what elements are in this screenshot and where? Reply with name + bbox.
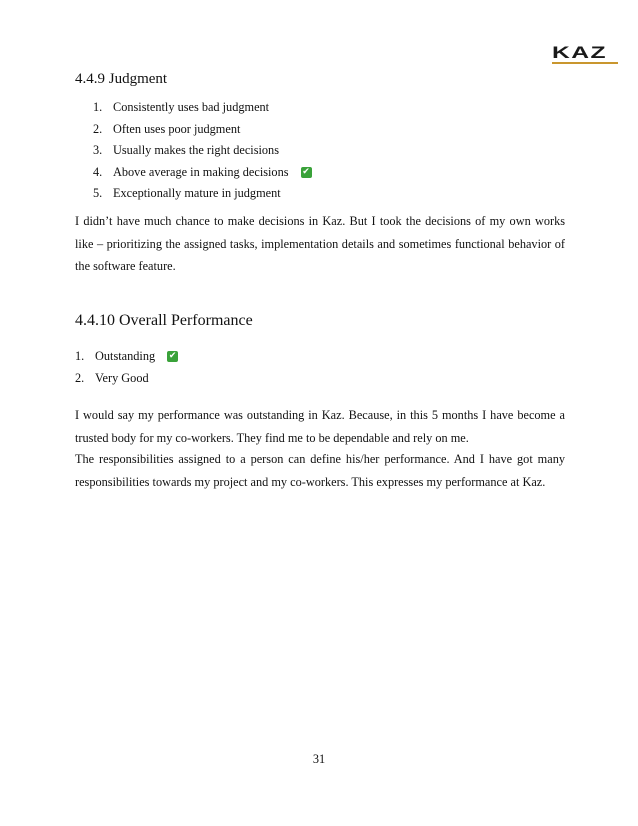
judgment-item [93,183,312,205]
judgment-list [93,97,312,205]
judgment-item [93,97,312,119]
judgment-heading: 4.4.9 Judgment [75,71,168,87]
performance-heading: 4.4.10 Overall Performance [75,312,253,329]
judgment-item [93,119,312,141]
performance-paragraph-1: I would say my performance was outstanding in Kaz. Because, in this 5 months I have become a trusted body for my co-workers. They find me to be dependable and rely on me. [75,408,565,445]
item-label: Very Good [95,370,149,385]
performance-paragraph-2: The responsibilities assigned to a person can define his/her performance. And I have got many responsibilities towards my project and my co-workers. This expresses my performance at Kaz. [75,452,565,489]
performance-item [75,368,178,390]
judgment-item [93,140,312,162]
item-label: Exceptionally mature in judgment [113,186,281,200]
judgment-item-selected [93,162,312,184]
logo-text: KAZ [552,43,608,62]
item-label: Outstanding [95,349,156,363]
item-number: 2. [75,370,85,385]
item-number: 3. [93,143,103,157]
item-number: 1. [93,100,103,114]
item-number: 4. [93,164,103,179]
judgment-paragraph: I didn’t have much chance to make decisions in Kaz. But I took the decisions of my own works like – prioritizing the assigned tasks, implementation details and sometimes functional behavior of the software feature. [75,214,565,273]
checkmark-icon: ✔ [168,351,177,362]
item-number: 1. [75,349,85,363]
item-number: 5. [93,186,103,200]
page-number: 31 [312,752,326,766]
checkmark-icon: ✔ [302,166,310,177]
performance-list [75,346,178,389]
logo-underline [552,62,618,64]
item-label: Usually makes the right decisions [113,143,279,157]
item-label: Often uses poor judgment [113,121,241,136]
performance-item-selected [75,346,178,368]
item-number: 2. [93,121,103,136]
item-label: Consistently uses bad judgment [113,100,270,114]
kaz-logo [552,44,620,66]
item-label: Above average in making decisions [113,164,289,179]
